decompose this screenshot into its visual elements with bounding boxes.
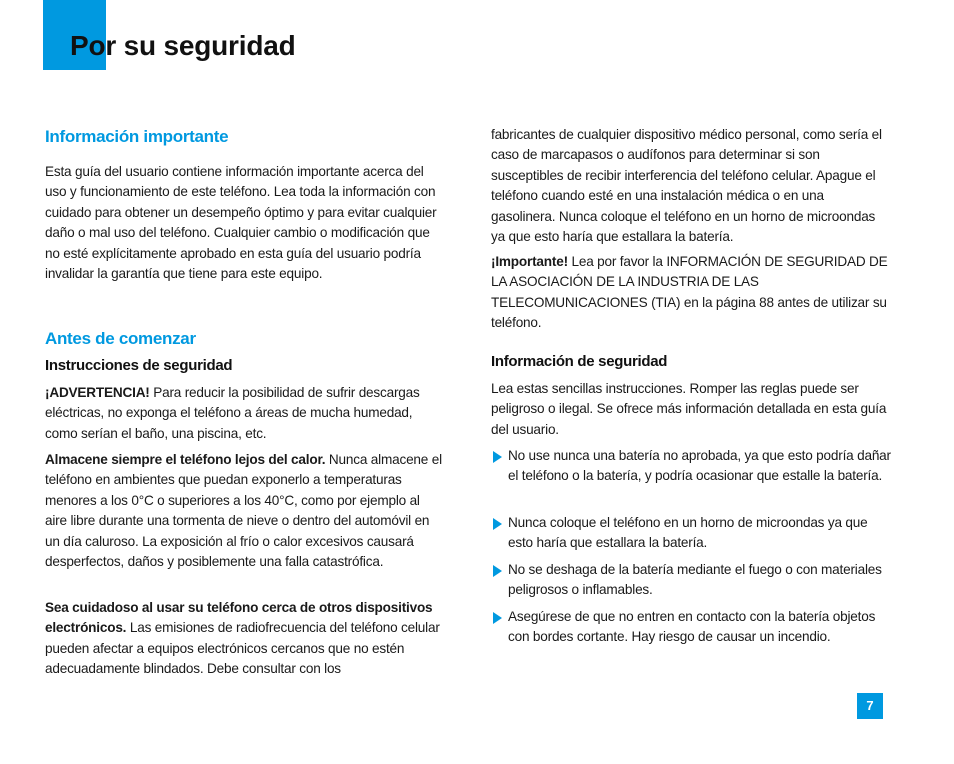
heat-text: Nunca almacene el teléfono en ambientes que puedan exponerlo a temperaturas menores a los 0°C o superiores a los 40°C, como por ejemplo al aire libre durante una tormenta de nieve o dentro del automóvil en un día caluroso. La exposición al frío o calor excesivos causará desperfectos, daños y posiblemente una falla catastrófica. [45, 452, 442, 570]
page-number: 7 [857, 693, 883, 719]
page-title: Por su seguridad [70, 30, 296, 61]
list-item [491, 560, 891, 601]
info-heading: Información importante [45, 127, 229, 146]
triangle-bullet-icon [493, 565, 502, 577]
warning-paragraph [45, 383, 443, 444]
important-text: Lea por favor la INFORMACIÓN DE SEGURIDAD DE LA ASOCIACIÓN DE LA INDUSTRIA DE LAS TELECOMUNICACIONES (TIA) en la página 88 antes de utilizar su teléfono. [491, 254, 888, 331]
list-item [491, 513, 891, 554]
warning-label: ¡ADVERTENCIA! [45, 385, 150, 400]
heat-paragraph [45, 450, 443, 572]
heat-label: Almacene siempre el teléfono lejos del calor. [45, 452, 326, 467]
list-item-text: Nunca coloque el teléfono en un horno de microondas ya que esto haría que estallara la batería. [508, 515, 868, 551]
safety-heading: Información de seguridad [491, 353, 668, 370]
devices-label: Sea cuidadoso al usar su teléfono cerca de otros dispositivos electrónicos. [45, 600, 433, 636]
list-item [491, 607, 891, 648]
list-item [491, 446, 891, 487]
triangle-bullet-icon [493, 612, 502, 624]
important-paragraph [491, 252, 891, 334]
warning-text: Para reducir la posibilidad de sufrir descargas eléctricas, no exponga el teléfono a áreas de mucha humedad, como serían el baño, una piscina, etc. [45, 385, 420, 441]
instructions-heading: Instrucciones de seguridad [45, 357, 233, 374]
list-item-text: No se deshaga de la batería mediante el fuego o con materiales peligrosos o inflamables. [508, 562, 882, 598]
devices-paragraph [45, 598, 443, 680]
triangle-bullet-icon [493, 451, 502, 463]
before-heading: Antes de comenzar [45, 329, 196, 348]
list-item-text: No use nunca una batería no aprobada, ya que esto podría dañar el teléfono o la batería, y podría ocasionar que estalle la batería. [508, 448, 891, 484]
info-paragraph: Esta guía del usuario contiene información importante acerca del uso y funcionamiento de este teléfono. Lea toda la información con cuidado para obtener un desempeño óptimo y para evitar cualquier daño o mal uso del teléfono. Cualquier cambio o modificación que no esté explícitamente aprobado en esta guía del usuario podría invalidar la garantía que tiene para este equipo. [45, 164, 437, 282]
important-label: ¡Importante! [491, 254, 568, 269]
continued-paragraph: fabricantes de cualquier dispositivo médico personal, como sería el caso de marcapasos o audífonos para determinar si son susceptibles de recibir interferencia del teléfono celular. Apague el teléfono cuando esté en una instalación médica o en una gasolinera. Nunca coloque el teléfono en un horno de microondas ya que esto haría que estallara la batería. [491, 127, 882, 245]
triangle-bullet-icon [493, 518, 502, 530]
safety-intro: Lea estas sencillas instrucciones. Romper las reglas puede ser peligroso o ilegal. Se ofrece más información detallada en esta guía del usuario. [491, 381, 887, 437]
list-item-text: Asegúrese de que no entren en contacto con la batería objetos con bordes cortante. Hay riesgo de causar un incendio. [508, 609, 876, 645]
devices-text: Las emisiones de radiofrecuencia del teléfono celular pueden afectar a equipos electrónicos cercanos que no estén adecuadamente blindados. Debe consultar con los [45, 620, 440, 677]
